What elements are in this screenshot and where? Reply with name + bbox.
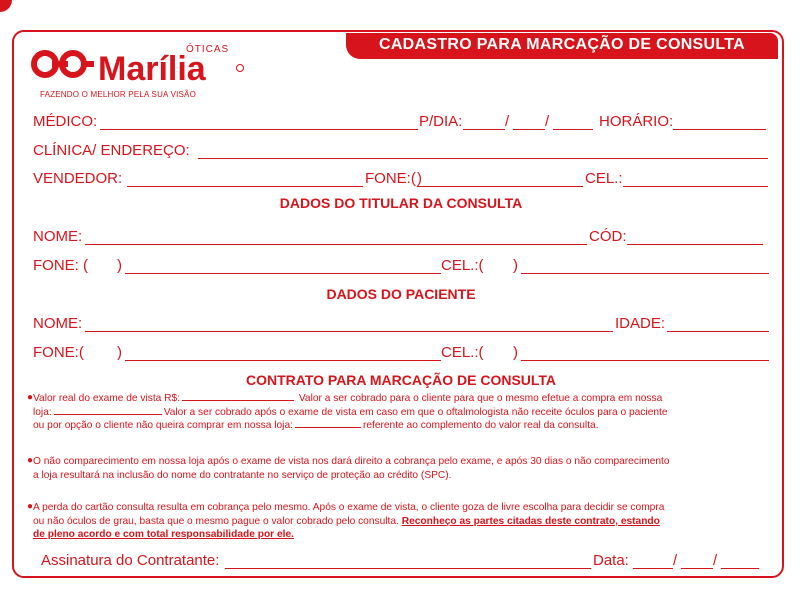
clause-text: ou por opção o cliente não queira comprar em nossa loja:: [33, 420, 293, 431]
clause-text: ou não óculos de grau, basta que o mesmo pague o valor cobrado pelo consulta.: [33, 515, 399, 527]
fone-label: FONE:(: [365, 170, 416, 187]
data-year-field[interactable]: [721, 568, 759, 569]
paciente-section-title: DADOS DO PACIENTE: [326, 286, 476, 302]
clause-text: a loja resultará na inclusão do nome do contratante no serviço de proteção ao crédito (SPC).: [33, 469, 452, 481]
pdia-year-field[interactable]: [553, 129, 593, 130]
brand-name: Marília: [98, 50, 206, 88]
titular-cel-field[interactable]: [521, 273, 769, 274]
pdia-month-field[interactable]: [513, 129, 545, 130]
horario-field[interactable]: [673, 129, 766, 130]
paciente-fone-field[interactable]: [125, 360, 441, 361]
paciente-cel-field[interactable]: [521, 360, 769, 361]
clause-text: referente ao complemento do valor real da consulta.: [362, 420, 599, 431]
title-banner: [346, 33, 778, 59]
vendedor-row: [33, 169, 773, 189]
titular-fone-row: [33, 256, 773, 276]
valor-compra-field[interactable]: [54, 414, 162, 415]
cel-label: CEL.:: [585, 170, 623, 187]
close-paren: ): [417, 170, 422, 187]
data-month-field[interactable]: [681, 568, 713, 569]
pdia-day-field[interactable]: [463, 129, 505, 130]
contrato-section-title: CONTRATO PARA MARCAÇÃO DE CONSULTA: [245, 372, 557, 388]
data-label: Data:: [593, 552, 629, 569]
clause-text: loja:: [33, 406, 52, 418]
paciente-nome-field[interactable]: [85, 331, 613, 332]
date-slash: /: [545, 113, 550, 130]
contract-clause-3: [27, 501, 778, 542]
cod-label: CÓD:: [589, 228, 627, 245]
titular-cod-field[interactable]: [627, 244, 763, 245]
valor-complemento-field[interactable]: [295, 427, 361, 428]
pdia-label: P/DIA:: [419, 113, 463, 130]
date-slash: /: [673, 552, 678, 569]
bullet-icon: ●: [27, 455, 34, 466]
fone-label: FONE:(: [33, 344, 84, 361]
data-day-field[interactable]: [633, 568, 673, 569]
close-paren: ): [513, 257, 518, 274]
banner-title: CADASTRO PARA MARCAÇÃO DE CONSULTA: [378, 36, 746, 53]
tagline: FAZENDO O MELHOR PELA SUA VISÃO: [40, 90, 197, 99]
idade-label: IDADE:: [615, 315, 666, 332]
vendedor-cel-field[interactable]: [623, 186, 768, 187]
corner-mark: [0, 0, 12, 12]
clinica-row: [33, 141, 773, 161]
paciente-nome-row: [33, 314, 773, 334]
vendedor-field[interactable]: [127, 186, 363, 187]
clause-emphasis: de pleno acordo e com total responsabilidade por ele.: [33, 529, 294, 540]
date-slash: /: [713, 552, 718, 569]
medico-field[interactable]: [100, 129, 418, 130]
contract-clause-1: [27, 392, 778, 433]
clause-text: Valor real do exame de vista R$:: [33, 393, 181, 404]
clinica-field[interactable]: [198, 158, 768, 159]
close-paren: ): [117, 344, 122, 361]
cel-label: CEL.:(: [441, 344, 484, 361]
valor-real-field[interactable]: [182, 400, 294, 401]
paciente-idade-field[interactable]: [667, 331, 769, 332]
clause-text: A perda do cartão consulta resulta em cobrança pelo mesmo. Após o exame de vista, o cliente goza de livre escolha para decidir se compra: [33, 502, 665, 513]
bullet-icon: ●: [27, 392, 34, 403]
bullet-icon: ●: [27, 501, 34, 512]
assinatura-field[interactable]: [225, 568, 591, 569]
contract-clause-2: [27, 455, 778, 482]
titular-nome-row: [33, 227, 773, 247]
nome-label: NOME:: [33, 228, 83, 245]
clause-text: O não comparecimento em nossa loja após o exame de vista nos dará direito a cobrança pelo exame, e após 30 dias o não comparecimento: [33, 456, 670, 467]
assinatura-label: Assinatura do Contratante:: [41, 552, 220, 569]
fone-label: FONE: (: [33, 257, 88, 274]
paciente-fone-row: [33, 343, 773, 363]
medico-row: [33, 112, 773, 132]
close-paren: ): [117, 257, 122, 274]
medico-label: MÉDICO:: [33, 113, 98, 130]
clause-text: Valor a ser cobrado após o exame de vista em caso em que o oftalmologista não receite óculos para o paciente: [163, 406, 668, 418]
clause-emphasis: Reconheço as partes citadas deste contrato, estando: [401, 515, 660, 527]
nome-label: NOME:: [33, 315, 83, 332]
cel-label: CEL.:(: [441, 257, 484, 274]
vendedor-label: VENDEDOR:: [33, 170, 123, 187]
titular-section-title: DADOS DO TITULAR DA CONSULTA: [279, 195, 523, 211]
clinica-label: CLÍNICA/ ENDEREÇO:: [33, 142, 190, 159]
titular-fone-field[interactable]: [125, 273, 441, 274]
titular-nome-field[interactable]: [85, 244, 587, 245]
clause-text: Valor a ser cobrado para o cliente para que o mesmo efetue a compra em nossa: [298, 393, 663, 404]
horario-label: HORÁRIO:: [599, 113, 674, 130]
close-paren: ): [513, 344, 518, 361]
vendedor-fone-field[interactable]: [425, 186, 583, 187]
date-slash: /: [505, 113, 510, 130]
brand-small: ÓTICAS: [186, 44, 230, 55]
signature-row: [41, 551, 771, 571]
